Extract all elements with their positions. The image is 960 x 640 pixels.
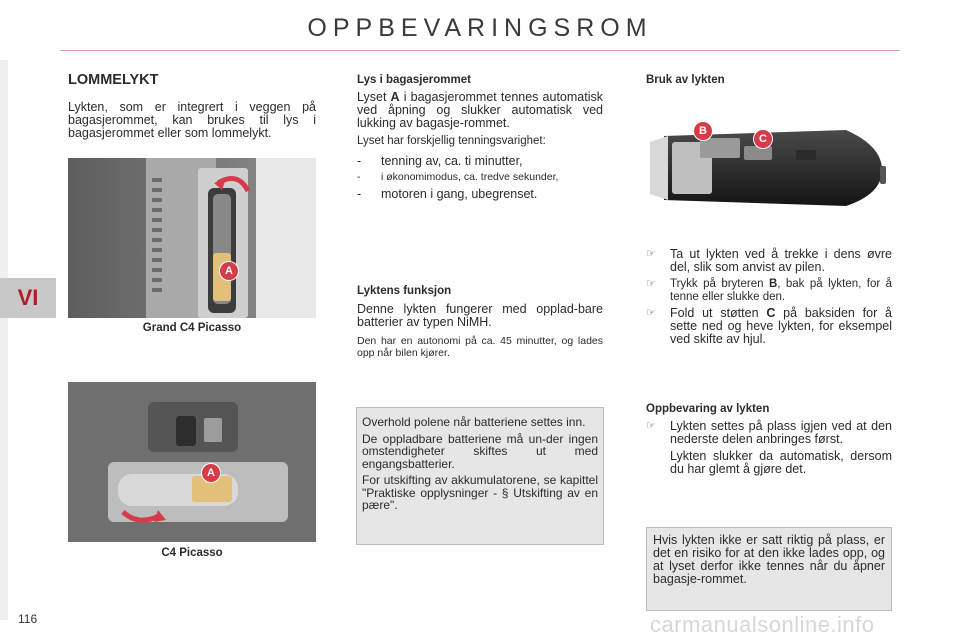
label-c-badge: C — [754, 130, 772, 148]
page-number: 116 — [18, 612, 38, 626]
list-item: ☞ Trykk på bryteren B, bak på lykten, for å tenne eller slukke den. — [646, 278, 892, 303]
photo-grand-c4-picasso — [68, 158, 316, 318]
lys-section — [357, 74, 603, 203]
trunk-lamp-illustration — [68, 382, 316, 542]
warning-note-box — [646, 527, 892, 611]
pointing-hand-icon: ☞ — [646, 278, 656, 290]
subsection-heading: Oppbevaring av lykten — [646, 403, 770, 415]
key-letter: C — [766, 306, 776, 320]
subsection-heading: Lys i bagasjerommet — [357, 74, 471, 86]
funksjon-section — [357, 285, 603, 359]
key-letter: A — [390, 90, 400, 104]
section-heading: LOMMELYKT — [68, 72, 159, 88]
trunk-wall-lamp-illustration — [68, 158, 316, 318]
pointing-hand-icon: ☞ — [646, 248, 656, 260]
label-b-badge: B — [694, 122, 712, 140]
key-letter: B — [768, 278, 778, 290]
bruk-steps — [646, 248, 892, 346]
note-text: Hvis lykten ikke er satt riktig på plass, er det en risiko for at den ikke lades opp, og at lyset derfor ikke tennes når du åpner bagasje-rommet. — [653, 533, 885, 586]
watermark: carmanualsonline.info — [650, 612, 875, 637]
list-item: - i økonomimodus, ca. tredve sekunder, — [357, 171, 559, 183]
note-text: Overhold polene når batteriene settes inn. — [362, 415, 586, 429]
photo-c4-picasso — [68, 382, 316, 542]
note-text: For utskifting av akkumulatorene, se kapittel "Praktiske opplysninger - § Utskifting av en pære". — [362, 473, 598, 512]
header-divider — [60, 50, 900, 51]
intro-text: Lykten, som er integrert i veggen på bagasjerommet, kan brukes til lys i bagasjerommet eller som lommelykt. — [68, 100, 316, 140]
subsection-heading: Bruk av lykten — [646, 74, 725, 86]
bruk-section — [646, 74, 892, 86]
flashlight-illustration — [646, 106, 892, 218]
flashlight-photo — [646, 106, 892, 218]
lys-paragraph: Lyset A i bagasjerommet tennes automatisk ved åpning og slukker automatisk ved lukking av bagasje-rommet. — [357, 90, 603, 130]
page-title: OPPBEVARINGSROM — [307, 14, 653, 42]
lommelykt-section — [68, 72, 316, 140]
pointing-hand-icon: ☞ — [646, 420, 656, 432]
photo-caption-c4: C4 Picasso — [161, 547, 223, 559]
chapter-side-strip — [0, 60, 8, 620]
list-item: ☞ Lykten settes på plass igjen ved at den nederste delen anbringes først. — [646, 419, 892, 446]
list-item: - tenning av, ca. ti minutter, — [357, 154, 523, 168]
list-item: ☞ Ta ut lykten ved å trekke i dens øvre del, slik som anvist av pilen. — [646, 247, 892, 274]
list-item: - motoren i gang, ubegrenset. — [357, 187, 538, 201]
label-a-badge: A — [202, 464, 220, 482]
storage-followup-text: Lykten slukker da automatisk, dersom du har glemt å gjøre det. — [670, 449, 892, 476]
note-text: De oppladbare batteriene må un-der ingen omstendigheter skiftes ut med engangsbatterier. — [362, 431, 598, 471]
duration-list — [357, 153, 603, 203]
funksjon-paragraph: Denne lykten fungerer med opplad-bare batterier av typen NiMH. — [357, 302, 603, 329]
battery-note-box — [356, 407, 604, 545]
oppbevaring-section — [646, 403, 892, 476]
lys-duration-text: Lyset har forskjellig tenningsvarighet: — [357, 135, 546, 147]
list-item: ☞ Fold ut støtten C på baksiden for å sette ned og heve lykten, for eksempel ved skifte av hjul. — [646, 306, 892, 346]
chapter-tab[interactable]: VI — [0, 278, 56, 318]
funksjon-autonomy-text: Den har en autonomi på ca. 45 minutter, og lades opp når bilen kjører. — [357, 335, 603, 359]
label-a-badge: A — [220, 262, 238, 280]
subsection-heading: Lyktens funksjon — [357, 285, 452, 297]
pointing-hand-icon: ☞ — [646, 307, 656, 319]
photo-caption-grand: Grand C4 Picasso — [142, 322, 242, 334]
